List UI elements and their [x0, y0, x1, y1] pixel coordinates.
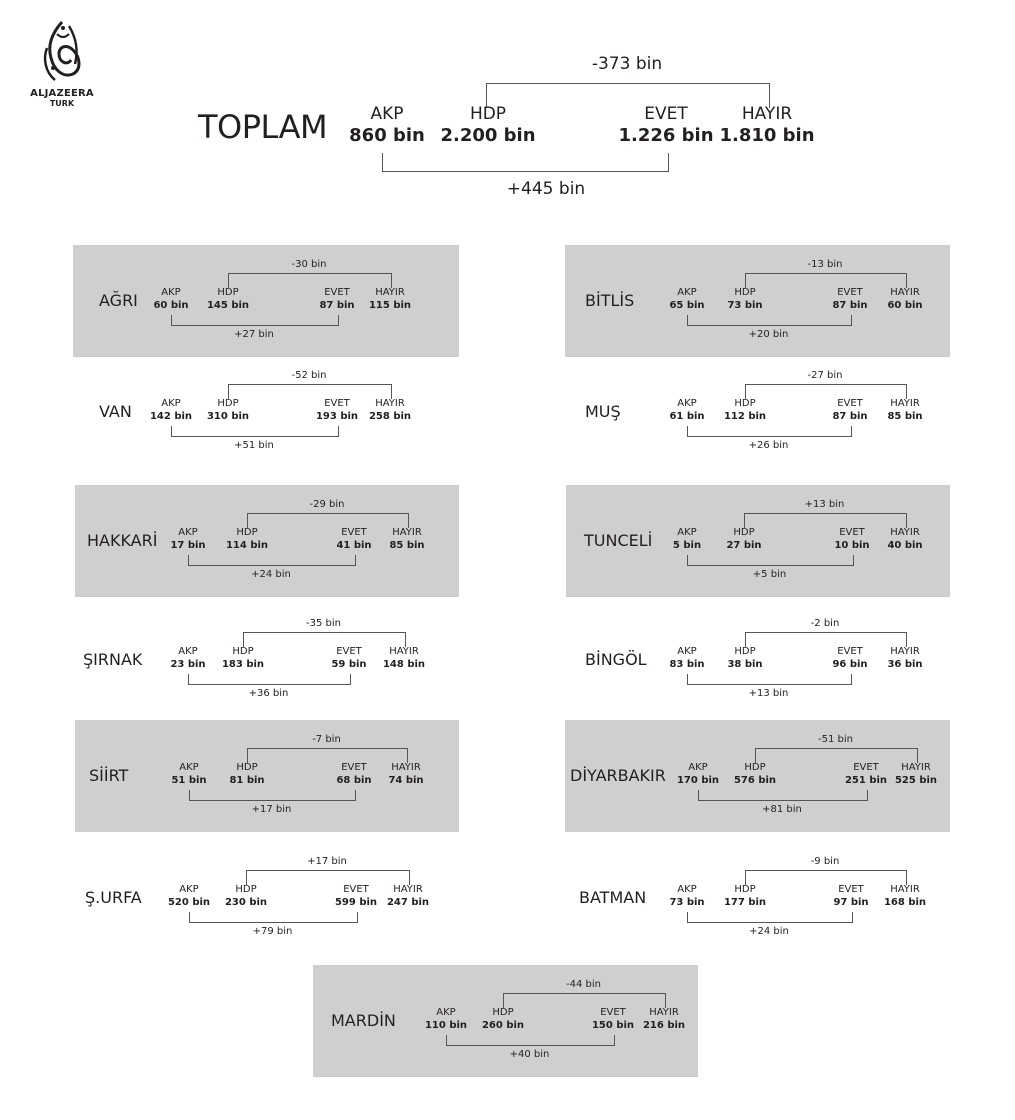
akp-value: 51 bin [171, 774, 207, 786]
evet-item [307, 287, 367, 312]
akp-item [141, 398, 201, 423]
akp-label: AKP [179, 884, 199, 895]
hayir-item [377, 527, 437, 552]
hayir-value: 85 bin [887, 410, 923, 422]
akp-value: 860 bin [349, 125, 425, 147]
evet-item [326, 884, 386, 909]
hayir-item [875, 287, 935, 312]
hdp-value: 183 bin [221, 658, 265, 670]
hayir-label: HAYIR [393, 884, 423, 895]
hayir-label: HAYIR [649, 1007, 679, 1018]
evet-label: EVET [341, 527, 367, 538]
akp-item [668, 762, 728, 787]
evet-label: EVET [837, 646, 863, 657]
akp-evet-diff: +36 bin [248, 688, 289, 699]
akp-evet-diff: +81 bin [762, 804, 802, 815]
hdp-hayir-bracket [247, 513, 409, 528]
region-name: SİİRT [89, 766, 129, 785]
region-name: MUŞ [585, 402, 621, 421]
hdp-label: HDP [733, 527, 755, 538]
akp-evet-diff: +79 bin [252, 926, 293, 937]
akp-value: 73 bin [669, 896, 705, 908]
akp-item [657, 287, 717, 312]
evet-value: 87 bin [832, 410, 868, 422]
hdp-item [725, 762, 785, 787]
hdp-hayir-bracket [745, 384, 907, 399]
hdp-item [216, 884, 276, 909]
hayir-label: HAYIR [741, 104, 793, 124]
evet-item [821, 884, 881, 909]
hdp-item [715, 287, 775, 312]
hdp-label: HDP [217, 287, 239, 298]
region-name: BATMAN [579, 888, 647, 907]
evet-value: 251 bin [844, 774, 888, 786]
akp-value: 520 bin [167, 896, 211, 908]
akp-value: 142 bin [149, 410, 193, 422]
hayir-item [360, 398, 420, 423]
hdp-label: HDP [734, 646, 756, 657]
hayir-label: HAYIR [890, 287, 920, 298]
akp-item [159, 884, 219, 909]
akp-evet-diff: +5 bin [752, 569, 787, 580]
akp-evet-diff: +27 bin [234, 329, 274, 340]
akp-evet-bracket [171, 426, 339, 437]
akp-evet-bracket [687, 912, 853, 923]
hayir-value: 36 bin [887, 658, 923, 670]
logo-name: ALJAZEERA [30, 88, 94, 99]
evet-label: EVET [837, 287, 863, 298]
region-name: AĞRI [99, 291, 138, 310]
akp-evet-diff: +24 bin [749, 926, 789, 937]
hdp-hayir-bracket [503, 993, 666, 1008]
hayir-item [875, 527, 935, 552]
region-11 [75, 842, 459, 954]
hdp-hayir-diff: -51 bin [818, 734, 853, 745]
hdp-hayir-bracket [228, 384, 392, 399]
akp-label: AKP [677, 398, 697, 409]
akp-evet-bracket [189, 912, 358, 923]
hayir-value: 168 bin [883, 896, 927, 908]
akp-evet-diff: +51 bin [234, 440, 274, 451]
region-9 [75, 720, 459, 832]
hayir-value: 115 bin [368, 299, 412, 311]
logo [22, 18, 102, 108]
akp-value: 60 bin [153, 299, 189, 311]
hdp-item [714, 527, 774, 552]
hdp-value: 38 bin [727, 658, 763, 670]
region-8 [565, 604, 950, 716]
hayir-item [360, 287, 420, 312]
hdp-hayir-bracket [247, 748, 408, 763]
hdp-label: HDP [232, 646, 254, 657]
evet-value: 1.226 bin [618, 125, 714, 147]
evet-item [324, 762, 384, 787]
akp-item [657, 646, 717, 671]
hdp-hayir-bracket [745, 632, 907, 647]
hdp-label: HDP [236, 762, 258, 773]
akp-evet-bracket [446, 1035, 615, 1046]
region-name: DİYARBAKIR [570, 766, 666, 785]
akp-item [158, 646, 218, 671]
region-6 [566, 485, 950, 597]
akp-label: AKP [688, 762, 708, 773]
hayir-item [886, 762, 946, 787]
hdp-label: HDP [469, 104, 507, 124]
akp-item [416, 1007, 476, 1032]
hayir-value: 1.810 bin [719, 125, 815, 147]
akp-value: 23 bin [170, 658, 206, 670]
akp-evet-diff: +26 bin [748, 440, 789, 451]
akp-label: AKP [677, 527, 697, 538]
hdp-label: HDP [236, 527, 258, 538]
akp-evet-bracket [687, 555, 854, 566]
akp-evet-diff: +40 bin [509, 1049, 550, 1060]
akp-value: 170 bin [676, 774, 720, 786]
evet-item [822, 527, 882, 552]
hayir-label: HAYIR [890, 527, 920, 538]
akp-item [657, 884, 717, 909]
region-name: Ş.URFA [85, 888, 142, 907]
evet-label: EVET [600, 1007, 626, 1018]
hdp-item [715, 646, 775, 671]
akp-evet-diff: +445 bin [506, 179, 586, 199]
evet-item [307, 398, 367, 423]
hdp-value: 114 bin [225, 539, 269, 551]
hdp-label: HDP [734, 287, 756, 298]
hayir-label: HAYIR [392, 527, 422, 538]
akp-evet-bracket [171, 315, 339, 326]
akp-label: AKP [178, 527, 198, 538]
hayir-item [378, 884, 438, 909]
akp-value: 5 bin [672, 539, 702, 551]
hdp-hayir-bracket [745, 870, 907, 885]
akp-evet-diff: +20 bin [748, 329, 789, 340]
evet-item [319, 646, 379, 671]
hayir-label: HAYIR [890, 646, 920, 657]
akp-value: 110 bin [424, 1019, 468, 1031]
region-name: BİNGÖL [585, 650, 647, 669]
hdp-hayir-bracket [755, 748, 918, 763]
hayir-label: HAYIR [890, 398, 920, 409]
region-12 [565, 842, 950, 954]
hdp-hayir-diff: -13 bin [807, 259, 843, 270]
total-title: TOPLAM [198, 108, 328, 146]
akp-label: AKP [677, 287, 697, 298]
hdp-item [715, 884, 775, 909]
hayir-item [376, 762, 436, 787]
akp-item [342, 104, 432, 148]
hdp-item [213, 646, 273, 671]
akp-label: AKP [161, 398, 181, 409]
evet-item [820, 287, 880, 312]
hdp-label: HDP [492, 1007, 514, 1018]
akp-value: 61 bin [669, 410, 705, 422]
akp-evet-diff: +13 bin [748, 688, 789, 699]
hayir-label: HAYIR [389, 646, 419, 657]
evet-value: 87 bin [319, 299, 355, 311]
evet-label: EVET [341, 762, 367, 773]
akp-item [159, 762, 219, 787]
hdp-item [217, 527, 277, 552]
region-2 [565, 245, 950, 357]
hdp-hayir-diff: -9 bin [810, 856, 840, 867]
hdp-label: HDP [744, 762, 766, 773]
akp-label: AKP [179, 762, 199, 773]
region-4 [565, 356, 950, 468]
akp-item [141, 287, 201, 312]
akp-value: 83 bin [669, 658, 705, 670]
evet-label: EVET [853, 762, 879, 773]
hdp-label: HDP [217, 398, 239, 409]
hdp-value: 177 bin [723, 896, 767, 908]
hdp-value: 310 bin [206, 410, 250, 422]
hayir-value: 525 bin [894, 774, 938, 786]
hdp-hayir-bracket [745, 273, 907, 288]
akp-label: AKP [677, 646, 697, 657]
akp-item [158, 527, 218, 552]
hdp-hayir-diff: -7 bin [312, 734, 341, 745]
evet-item [324, 527, 384, 552]
evet-label: EVET [838, 884, 864, 895]
region-1 [73, 245, 459, 357]
evet-value: 193 bin [315, 410, 359, 422]
region-10 [565, 720, 950, 832]
region-name: BİTLİS [585, 291, 635, 310]
evet-label: EVET [324, 398, 350, 409]
evet-label: EVET [839, 527, 865, 538]
hdp-item [433, 104, 543, 148]
akp-label: AKP [161, 287, 181, 298]
akp-label: AKP [677, 884, 697, 895]
hayir-value: 148 bin [382, 658, 426, 670]
hdp-hayir-diff: +13 bin [804, 499, 845, 510]
evet-value: 97 bin [833, 896, 869, 908]
hdp-hayir-bracket [744, 513, 907, 528]
region-name: ŞIRNAK [83, 650, 143, 669]
akp-evet-bracket [698, 790, 868, 801]
evet-value: 96 bin [832, 658, 868, 670]
hdp-value: 81 bin [229, 774, 265, 786]
akp-evet-bracket [687, 674, 852, 685]
evet-value: 10 bin [834, 539, 870, 551]
hdp-value: 27 bin [726, 539, 762, 551]
hayir-item [712, 104, 822, 148]
evet-value: 68 bin [336, 774, 372, 786]
evet-label: EVET [324, 287, 350, 298]
hdp-label: HDP [235, 884, 257, 895]
region-name: TUNCELİ [584, 531, 653, 550]
hdp-value: 73 bin [727, 299, 763, 311]
akp-value: 17 bin [170, 539, 206, 551]
hdp-value: 576 bin [733, 774, 777, 786]
hdp-item [217, 762, 277, 787]
region-name: VAN [99, 402, 132, 421]
hdp-value: 112 bin [723, 410, 767, 422]
hdp-hayir-diff: -373 bin [591, 54, 663, 74]
hdp-hayir-diff: -52 bin [291, 370, 327, 381]
akp-evet-bracket [687, 315, 852, 326]
hayir-item [875, 646, 935, 671]
hdp-hayir-diff: -35 bin [306, 618, 341, 629]
hdp-hayir-diff: -44 bin [566, 979, 601, 990]
hayir-label: HAYIR [901, 762, 931, 773]
akp-evet-bracket [189, 790, 356, 801]
region-13 [313, 965, 698, 1077]
hayir-value: 74 bin [388, 774, 424, 786]
hdp-hayir-diff: -27 bin [807, 370, 843, 381]
hdp-label: HDP [734, 884, 756, 895]
akp-evet-diff: +24 bin [251, 569, 291, 580]
hdp-hayir-diff: -29 bin [309, 499, 345, 510]
akp-label: AKP [436, 1007, 456, 1018]
evet-label: EVET [343, 884, 369, 895]
hayir-label: HAYIR [890, 884, 920, 895]
evet-item [611, 104, 721, 148]
evet-value: 41 bin [336, 539, 372, 551]
hdp-value: 2.200 bin [440, 125, 536, 147]
hayir-label: HAYIR [375, 287, 405, 298]
evet-label: EVET [644, 104, 688, 124]
hayir-value: 40 bin [887, 539, 923, 551]
hayir-item [374, 646, 434, 671]
akp-label: AKP [178, 646, 198, 657]
region-name: MARDİN [331, 1011, 396, 1030]
akp-label: AKP [370, 104, 404, 124]
hdp-item [198, 287, 258, 312]
evet-label: EVET [837, 398, 863, 409]
hdp-hayir-diff: -30 bin [291, 259, 327, 270]
hdp-item [473, 1007, 533, 1032]
akp-evet-bracket [687, 426, 852, 437]
evet-label: EVET [336, 646, 362, 657]
hdp-value: 260 bin [481, 1019, 525, 1031]
hdp-item [198, 398, 258, 423]
evet-value: 599 bin [334, 896, 378, 908]
akp-evet-bracket [188, 555, 356, 566]
logo-subname: TURK [49, 99, 75, 108]
hdp-hayir-diff: +17 bin [307, 856, 347, 867]
hdp-label: HDP [734, 398, 756, 409]
hdp-value: 230 bin [224, 896, 268, 908]
akp-evet-bracket [382, 153, 669, 172]
evet-value: 59 bin [331, 658, 367, 670]
evet-value: 150 bin [591, 1019, 635, 1031]
hayir-item [634, 1007, 694, 1032]
region-7 [73, 604, 459, 716]
hayir-value: 247 bin [386, 896, 430, 908]
hayir-value: 258 bin [368, 410, 412, 422]
region-5 [75, 485, 459, 597]
hayir-item [875, 884, 935, 909]
akp-evet-bracket [188, 674, 351, 685]
hdp-hayir-bracket [246, 870, 410, 885]
evet-value: 87 bin [832, 299, 868, 311]
hdp-hayir-bracket [243, 632, 406, 647]
evet-item [820, 398, 880, 423]
region-name: HAKKARİ [87, 531, 158, 550]
aljazeera-logo-icon [39, 18, 85, 86]
akp-evet-diff: +17 bin [251, 804, 292, 815]
hayir-value: 60 bin [887, 299, 923, 311]
hdp-item [715, 398, 775, 423]
hayir-value: 216 bin [642, 1019, 686, 1031]
evet-item [820, 646, 880, 671]
hdp-value: 145 bin [206, 299, 250, 311]
hayir-item [875, 398, 935, 423]
akp-value: 65 bin [669, 299, 705, 311]
hayir-label: HAYIR [391, 762, 421, 773]
region-3 [73, 356, 459, 468]
hayir-label: HAYIR [375, 398, 405, 409]
hayir-value: 85 bin [389, 539, 425, 551]
hdp-hayir-bracket [228, 273, 392, 288]
akp-item [657, 527, 717, 552]
akp-item [657, 398, 717, 423]
hdp-hayir-diff: -2 bin [810, 618, 840, 629]
